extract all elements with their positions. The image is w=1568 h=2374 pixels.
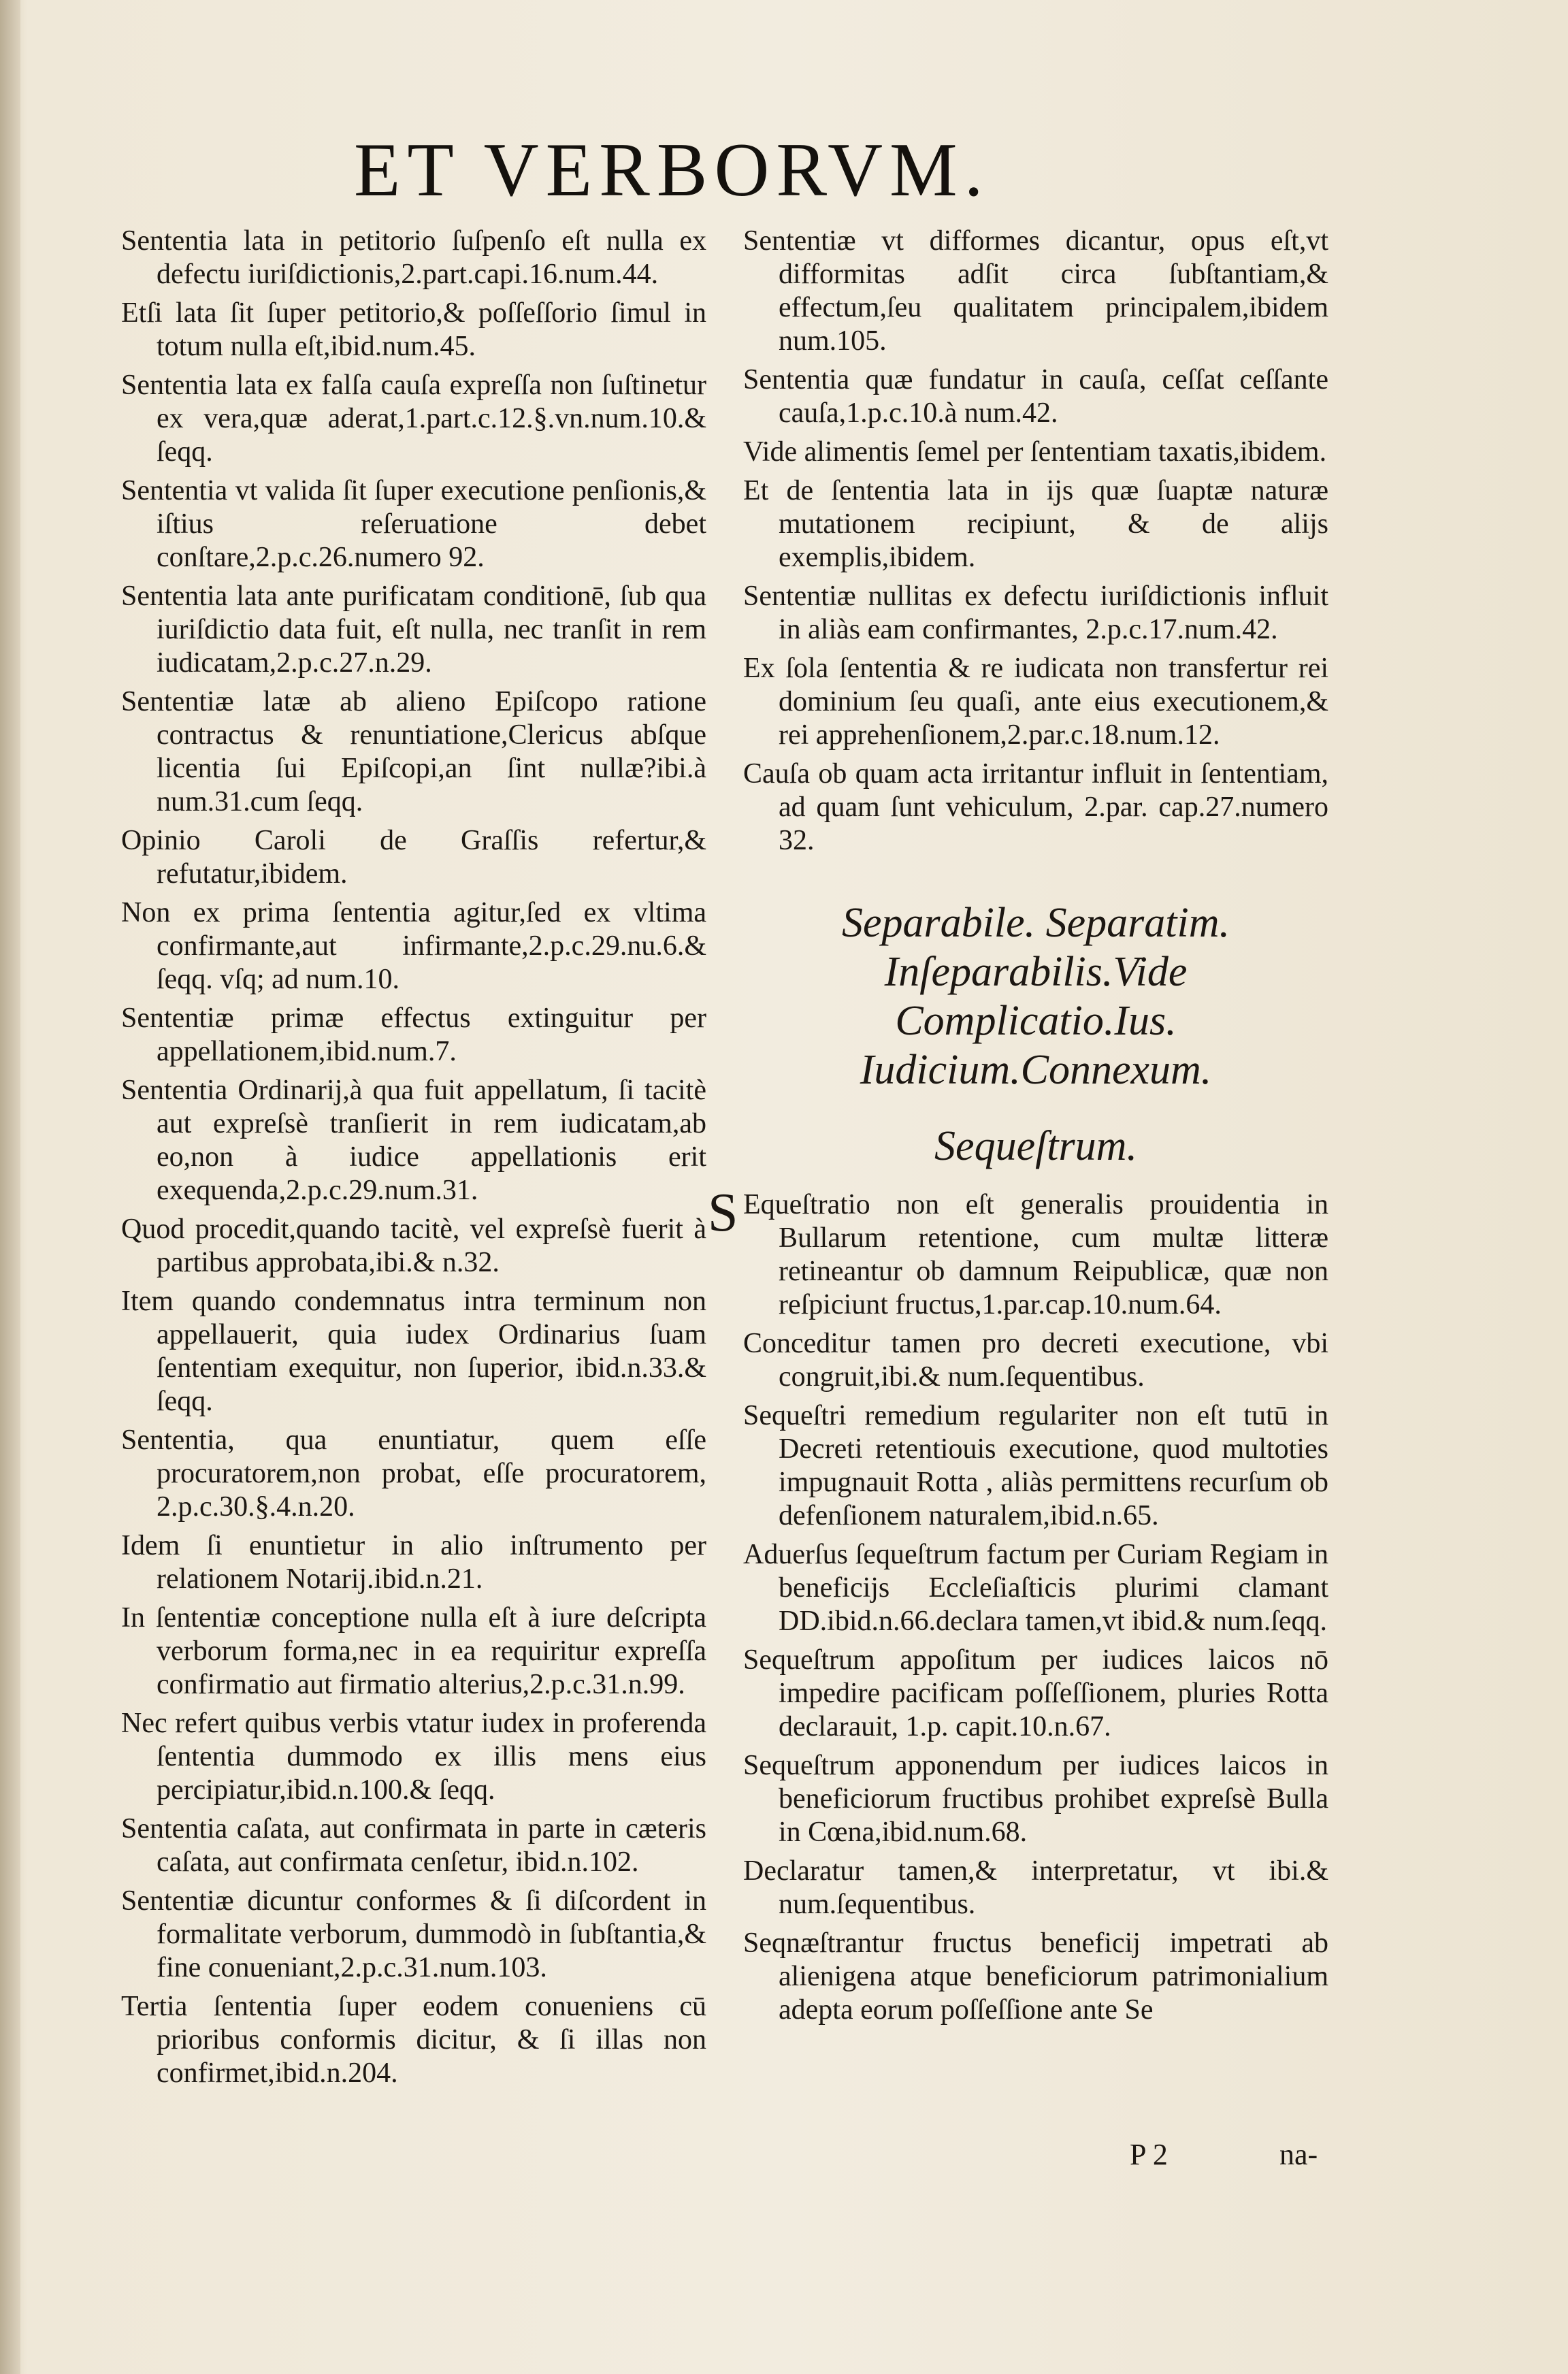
- index-entry: Nec refert quibus verbis vtatur iudex in proferenda ſententia dummodo ex illis mens eius percipiatur,ibid.n.100.& ſeqq.: [121, 1708, 706, 1806]
- index-entry: Cauſa ob quam acta irritantur influit in ſententiam, ad quam ſunt vehiculum, 2.par. cap.27.numero 32.: [743, 758, 1328, 856]
- index-entry: Sequeſtri remedium regulariter non eſt tutū in Decreti retentiouis executione, quod multoties impugnauit Rotta , aliàs permittens recurſum ob defenſionem naturalem,ibid.n.65.: [743, 1400, 1328, 1531]
- index-entry: Sententia lata in petitorio ſuſpenſo eſt nulla ex defectu iuriſdictionis,2.part.capi.16.num.44.: [121, 225, 706, 290]
- index-entry: Vide alimentis ſemel per ſententiam taxatis,ibidem.: [743, 436, 1327, 468]
- index-entry: Sententia, qua enuntiatur, quem eſſe procuratorem,non probat, eſſe procuratorem, 2.p.c.30.§.4.n.20.: [121, 1425, 706, 1523]
- index-entry: Idem ſi enuntietur in alio inſtrumento per relationem Notarij.ibid.n.21.: [121, 1530, 706, 1595]
- index-entry: Sententiæ vt difformes dicantur, opus eſt,vt difformitas adſit circa ſubſtantiam,& effectum,ſeu qualitatem principalem,ibidem num.105.: [743, 225, 1328, 357]
- index-entry: Sententiæ nullitas ex defectu iuriſdictionis influit in aliàs eam confirmantes, 2.p.c.17.num.42.: [743, 581, 1328, 645]
- index-entry: Sententia vt valida ſit ſuper executione penſionis,& iſtius reſeruatione debet conſtare,2.p.c.26.numero 92.: [121, 475, 706, 573]
- signature-mark: P 2: [1130, 2138, 1168, 2171]
- index-entry: Sententia caſata, aut confirmata in parte in cæteris caſata, aut confirmata cenſetur, ibid.n.102.: [121, 1813, 706, 1878]
- sequestrum-first-entry: S Equeſtratio non eſt generalis prouidentia in Bullarum retentione, cum multæ litteræ retineantur ob damnum Reipublicæ, quæ non reſpiciunt fructus,1.par.cap.10.num.64.: [708, 1183, 1328, 1320]
- binding-gutter: [0, 0, 20, 2374]
- index-entry: Et de ſententia lata in ijs quæ ſuaptæ naturæ mutationem recipiunt, & de alijs exemplis,ibidem.: [743, 475, 1328, 573]
- section-heading-separabile: Separabile. Separatim. Inſeparabilis.Vide Complicatio.Ius. Iudicium.Connexum.: [842, 900, 1230, 1093]
- index-entry: Sententiæ dicuntur conformes & ſi diſcordent in formalitate verborum, dummodò in ſubſtantia,& fine conueniant,2.p.c.31.num.103.: [121, 1885, 706, 1983]
- index-entry: Declaratur tamen,& interpretatur, vt ibi.& num.ſequentibus.: [743, 1855, 1328, 1920]
- index-entry: In ſententiæ conceptione nulla eſt à iure deſcripta verborum forma,nec in ea requiritur expreſſa confirmatio aut firmatio alterius,2.p.c.31.n.99.: [121, 1602, 706, 1700]
- index-entry: Sequeſtrum appoſitum per iudices laicos nō impedire pacificam poſſeſſionem, pluries Rotta declarauit, 1.p. capit.10.n.67.: [743, 1644, 1328, 1742]
- index-entry: Conceditur tamen pro decreti executione, vbi congruit,ibi.& num.ſequentibus.: [743, 1328, 1328, 1393]
- section-heading-sequestrum: Sequeſtrum.: [934, 1123, 1137, 1169]
- index-entry: Quod procedit,quando tacitè, vel expreſsè fuerit à partibus approbata,ibi.& n.32.: [121, 1214, 706, 1278]
- index-entry: Item quando condemnatus intra terminum non appellauerit, quia iudex Ordinarius ſuam ſententiam exequitur, non ſuperior, ibid.n.33.& ſeqq.: [121, 1286, 706, 1417]
- index-entry: Non ex prima ſententia agitur,ſed ex vltima confirmante,aut infirmante,2.p.c.29.nu.6.& ſeqq. vſq; ad num.10.: [121, 897, 706, 995]
- index-entry: Opinio Caroli de Graſſis refertur,& refutatur,ibidem.: [121, 825, 706, 890]
- index-entry: Seqnæſtrantur fructus beneficij impetrati ab alienigena atque beneficiorum patrimonialium adepta eorum poſſeſſione ante Se: [743, 1928, 1328, 2026]
- running-head: ET VERBORVM.: [354, 128, 990, 212]
- index-entry: Sententia lata ex falſa cauſa expreſſa non ſuſtinetur ex vera,quæ aderat,1.part.c.12.§.vn.num.10.& ſeqq.: [121, 370, 706, 468]
- index-entry: Etſi lata ſit ſuper petitorio,& poſſeſſorio ſimul in totum nulla eſt,ibid.num.45.: [121, 297, 706, 362]
- index-entry: Ex ſola ſententia & re iudicata non transfertur rei dominium ſeu quaſi, ante eius executionem,& rei apprehenſionem,2.par.c.18.num.12.: [743, 653, 1328, 751]
- catchword: na-: [1279, 2138, 1318, 2171]
- sequestrum-first-text: Equeſtratio non eſt generalis prouidentia in Bullarum retentione, cum multæ litteræ retineantur ob damnum Reipublicæ, quæ non reſpiciunt fructus,1.par.cap.10.num.64.: [743, 1189, 1328, 1320]
- index-entry: Sententia quæ fundatur in cauſa, ceſſat ceſſante cauſa,1.p.c.10.à num.42.: [743, 364, 1328, 429]
- left-column: [121, 225, 706, 2096]
- index-entry: Sententiæ latæ ab alieno Epiſcopo ratione contractus & renuntiatione,Clericus abſque licentia ſui Epiſcopi,an ſint nullæ?ibi.à num.31.cum ſeqq.: [121, 686, 706, 817]
- index-entry: Sequeſtrum apponendum per iudices laicos in beneficiorum fructibus prohibet expreſsè Bulla in Cœna,ibid.num.68.: [743, 1750, 1328, 1848]
- right-column: [708, 225, 1328, 2032]
- index-entry: Aduerſus ſequeſtrum factum per Curiam Regiam in beneficijs Eccleſiaſticis plurimi clamant DD.ibid.n.66.declara tamen,vt ibid.& num.ſeqq.: [743, 1539, 1328, 1637]
- index-entry: Sententia lata ante purificatam conditionē, ſub qua iuriſdictio data fuit, eſt nulla, nec tranſit in rem iudicatam,2.p.c.27.n.29.: [121, 581, 706, 679]
- index-entry: Tertia ſententia ſuper eodem conueniens cū prioribus conformis dicitur, & ſi illas non confirmet,ibid.n.204.: [121, 1991, 706, 2089]
- index-entry: Sententia Ordinarij,à qua fuit appellatum, ſi tacitè aut expreſsè tranſierit in rem iudicatam,ab eo,non à iudice appellationis erit exequenda,2.p.c.29.num.31.: [121, 1075, 706, 1206]
- index-entry: Sententiæ primæ effectus extinguitur per appellationem,ibid.num.7.: [121, 1003, 706, 1067]
